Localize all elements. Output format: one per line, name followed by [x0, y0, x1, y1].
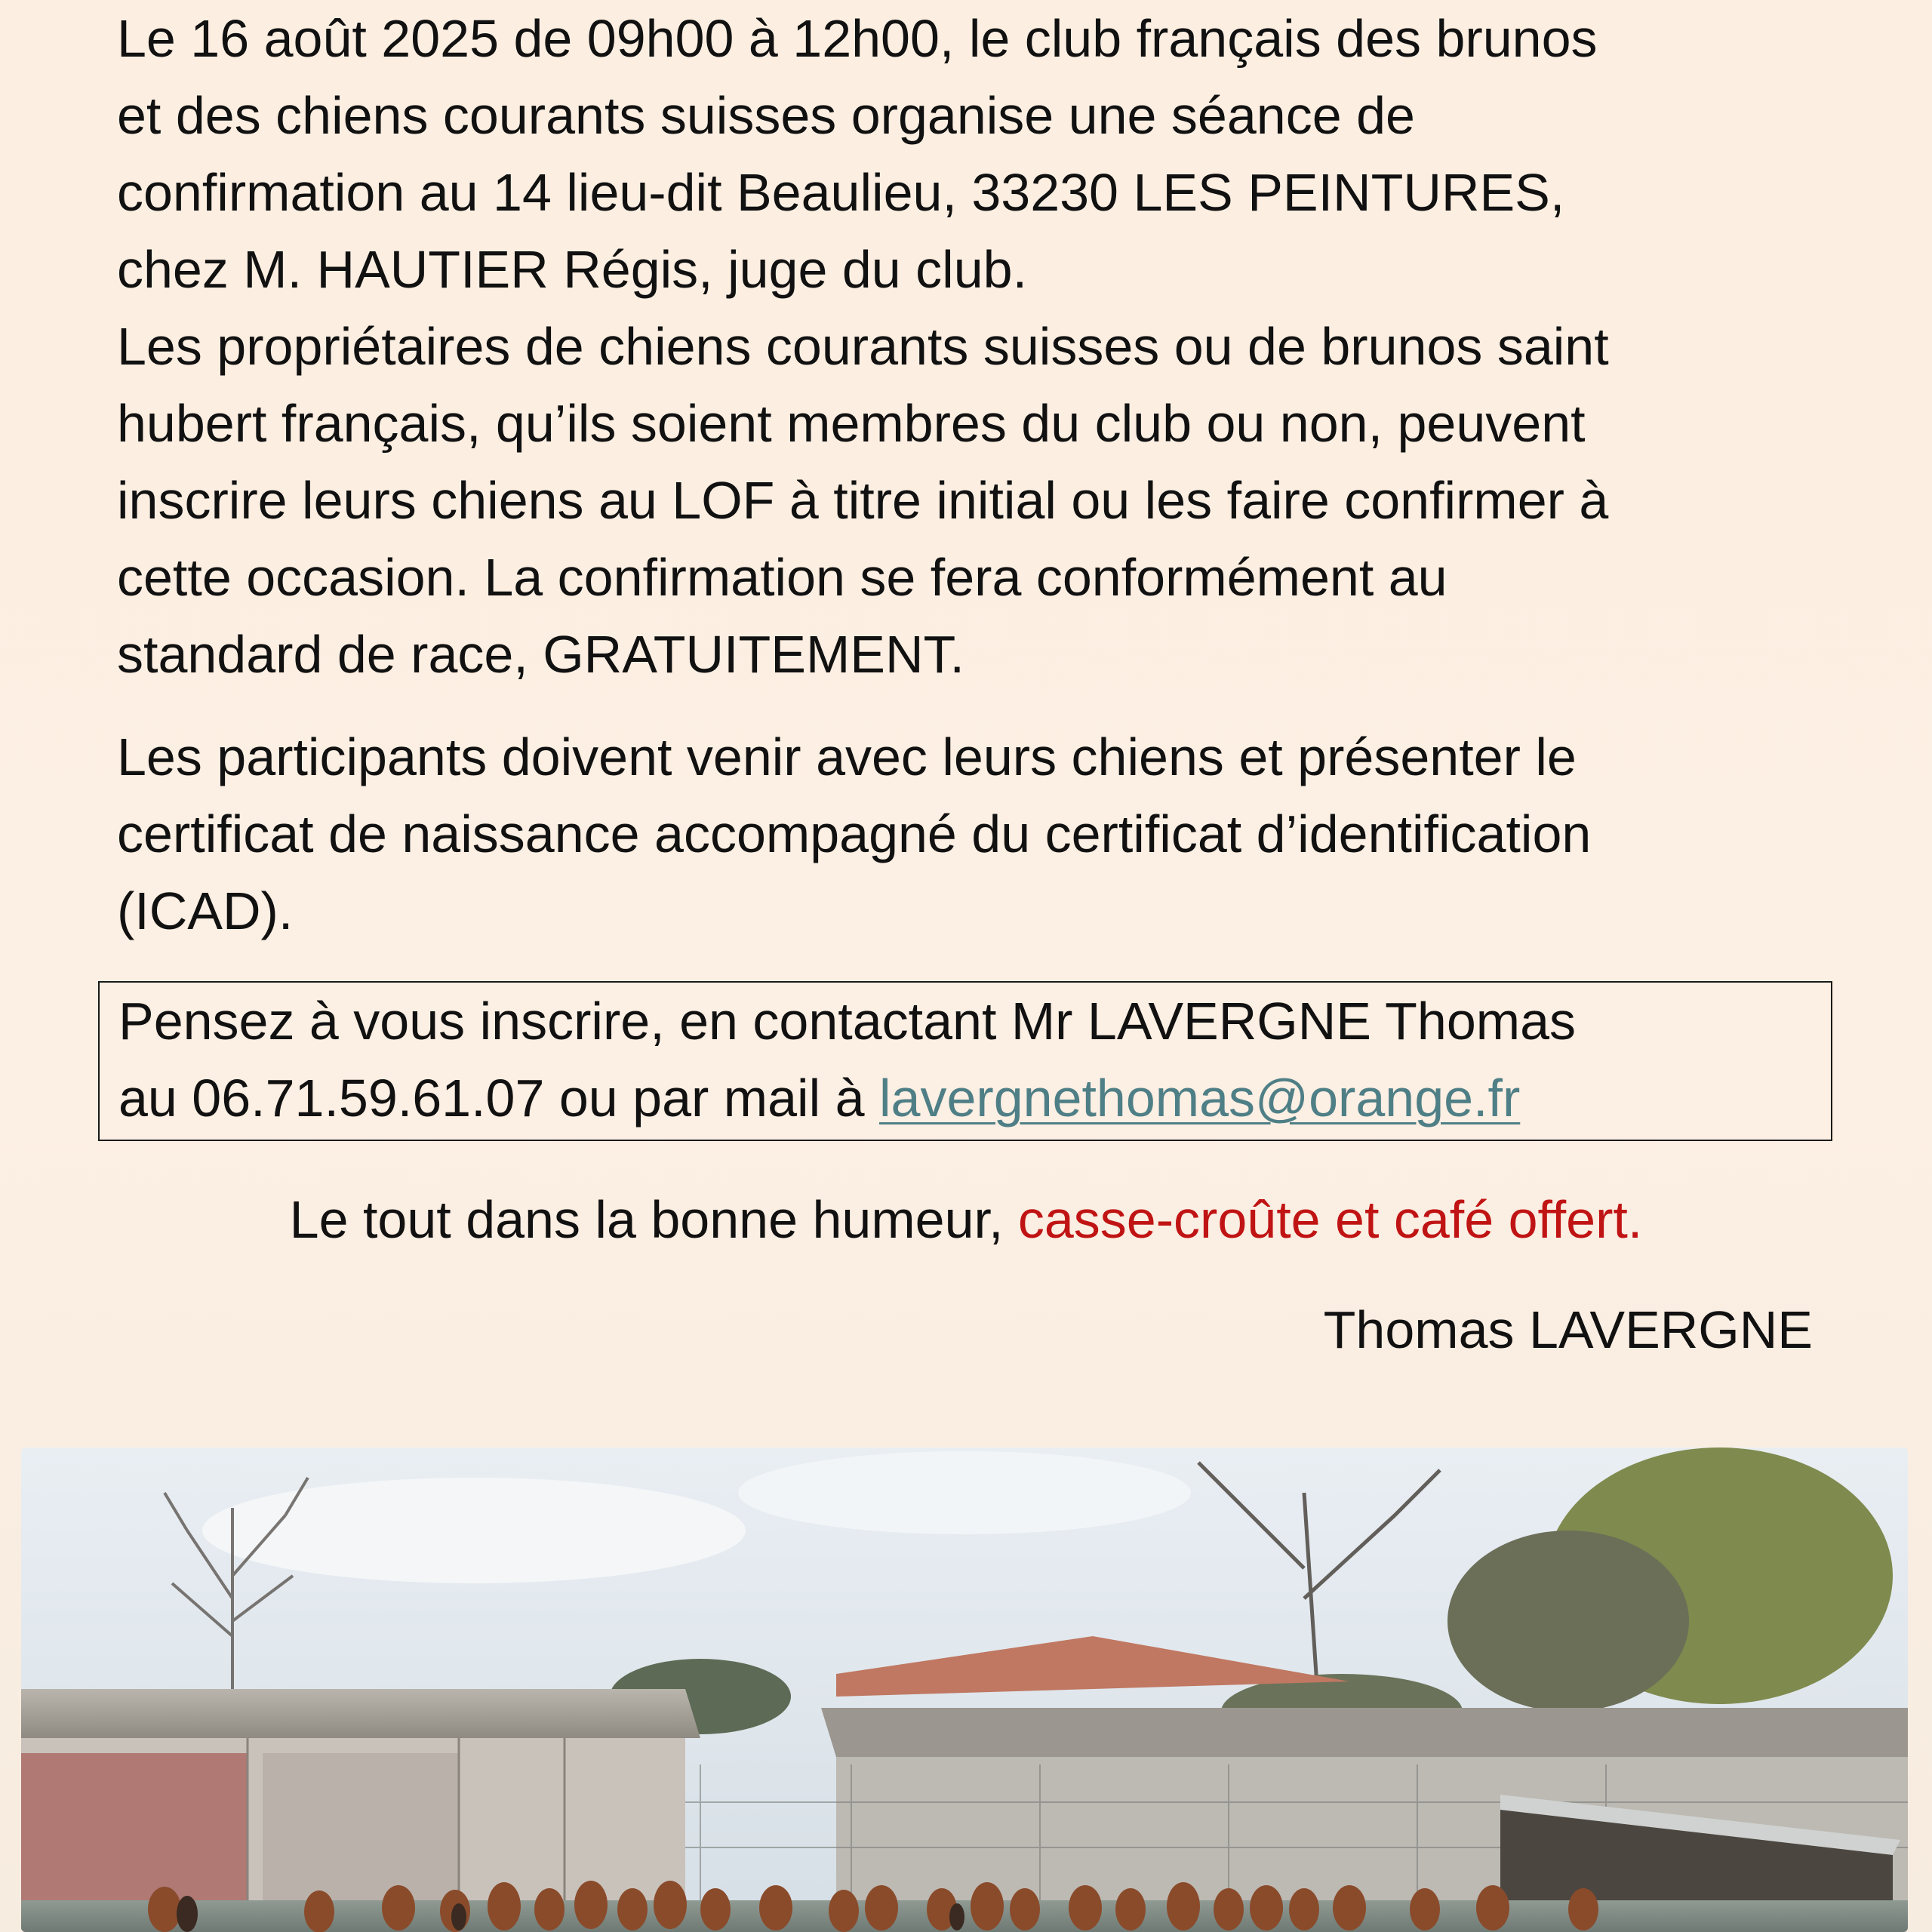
text-line: confirmation au 14 lieu-dit Beaulieu, 33230 LES PEINTURES, [117, 163, 1565, 222]
announcement-paragraph [117, 0, 1875, 693]
text-line: Les participants doivent venir avec leurs chiens et présenter le [117, 728, 1577, 786]
text-line: standard de race, GRATUITEMENT. [117, 625, 964, 684]
email-link[interactable]: lavergnethomas@orange.fr [878, 1069, 1521, 1128]
kennel-dogs-photo [21, 1447, 1908, 1932]
contact-phone-text: au 06.71.59.61.07 ou par mail à [118, 1069, 879, 1128]
text-line: et des chiens courants suisses organise une séance de [117, 86, 1415, 145]
text-line: chez M. HAUTIER Régis, juge du club. [117, 240, 1028, 299]
text-line: Les propriétaires de chiens courants suisses ou de brunos saint [117, 317, 1609, 376]
contact-phone-line [118, 1060, 1520, 1137]
text-line: cette occasion. La confirmation se fera conformément au [117, 548, 1447, 607]
contact-text: Pensez à vous inscrire, en contactant Mr LAVERGNE Thomas [118, 992, 1577, 1051]
text-line: inscrire leurs chiens au LOF à titre initial ou les faire confirmer à [117, 471, 1609, 530]
text-line: Le 16 août 2025 de 09h00 à 12h00, le club français des brunos [117, 9, 1598, 68]
text-line: certificat de naissance accompagné du certificat d’identification [117, 804, 1592, 863]
closing-highlight: casse-croûte et café offert. [1017, 1190, 1643, 1249]
closing-text: Le tout dans la bonne humeur, [289, 1190, 1018, 1249]
signature: Thomas LAVERGNE [1323, 1300, 1813, 1359]
registration-contact-box [98, 981, 1832, 1141]
requirements-paragraph [117, 718, 1875, 949]
text-line: (ICAD). [117, 881, 294, 940]
text-line: hubert français, qu’ils soient membres du club ou non, peuvent [117, 394, 1586, 453]
closing-line [0, 1181, 1932, 1258]
